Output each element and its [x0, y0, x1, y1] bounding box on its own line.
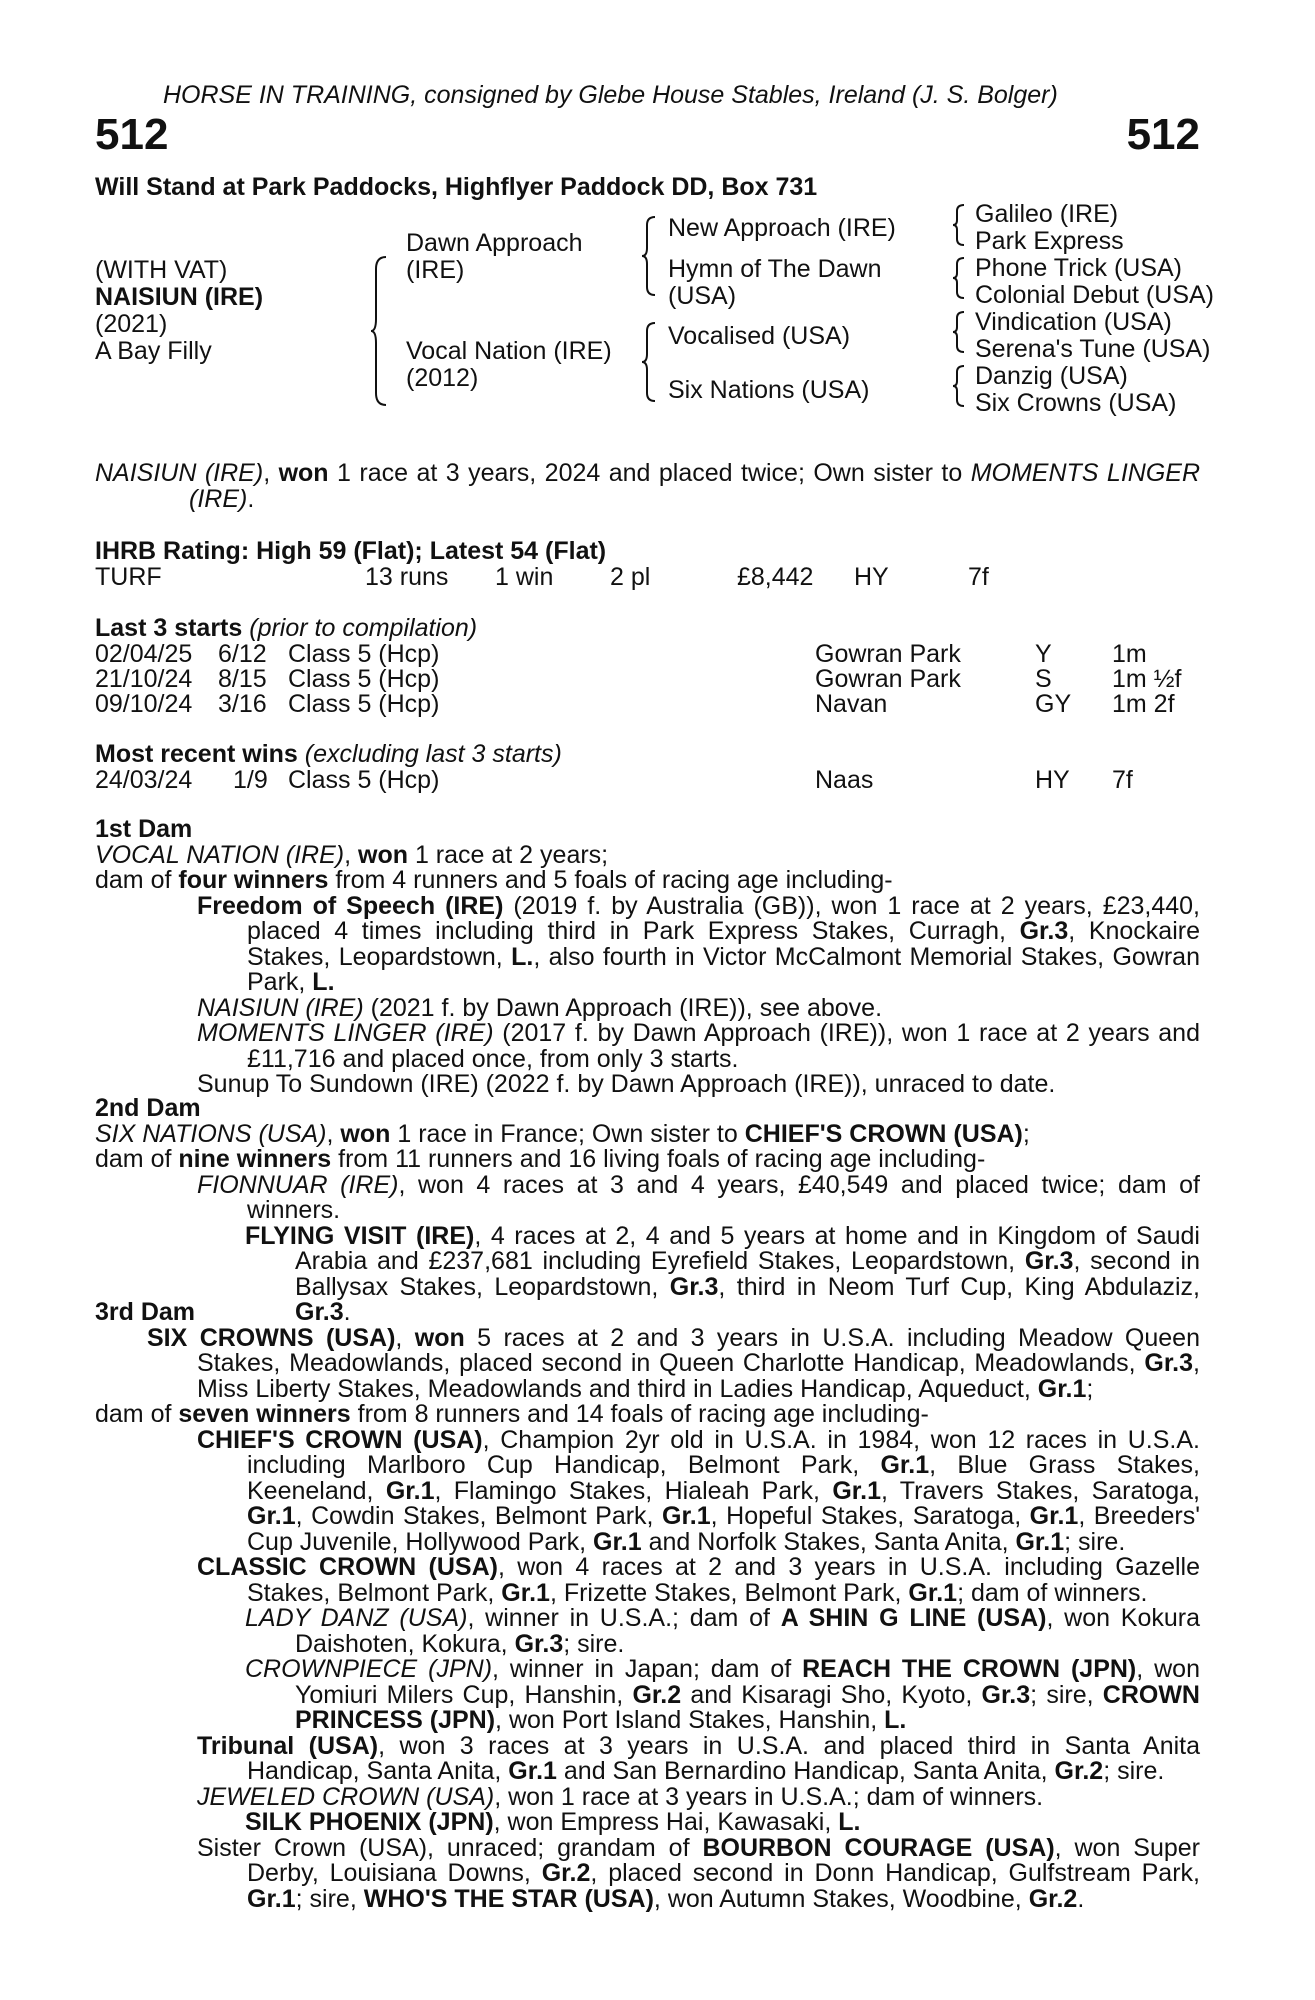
progeny-text: , Cowdin Stakes, Belmont Park,: [295, 1502, 663, 1530]
progeny-text: , Knockaire Stakes, Leopardstown,: [247, 917, 1200, 971]
progeny-text: , won 3 races at 3 years in U.S.A. and placed third in Santa Anita Handicap, Santa Anita,: [247, 1731, 1201, 1785]
summary-paragraph: NAISIUN (IRE), won 1 race at 3 years, 2024 and placed twice; Own sister to MOMENTS LINGER (IRE).: [95, 459, 1201, 513]
pedigree-brace: [370, 255, 390, 407]
progeny-name: CLASSIC CROWN (USA): [197, 1553, 498, 1581]
third-dam-section: [95, 1300, 1200, 1912]
progeny-name: LADY DANZ (USA): [245, 1604, 468, 1632]
progeny-name: BOURBON COURAGE (USA): [702, 1833, 1055, 1862]
sire-country: (IRE): [406, 256, 465, 284]
grade: Gr.1: [508, 1757, 557, 1785]
progeny-entry: [95, 1425, 1201, 1556]
progeny-name: SILK PHOENIX (JPN): [245, 1808, 494, 1836]
dam-dam: Six Nations (USA): [668, 376, 870, 404]
first-dam-heading: 1st Dam: [95, 815, 193, 843]
start-date: 02/04/25: [95, 640, 193, 668]
vat-status: (WITH VAT): [95, 256, 228, 284]
last-starts-heading: [95, 614, 477, 643]
grade: Gr.1: [662, 1502, 711, 1530]
sire-sire: New Approach (IRE): [668, 214, 896, 242]
second-dam-name: SIX NATIONS (USA): [95, 1119, 327, 1148]
progeny-name: JEWELED CROWN (USA): [197, 1782, 495, 1811]
listed: L.: [312, 968, 335, 996]
progeny-name: FLYING VISIT (IRE): [245, 1221, 475, 1250]
grade: Gr.1: [385, 1476, 435, 1505]
second-dam-sister: CHIEF'S CROWN (USA): [744, 1119, 1023, 1148]
listed: L.: [838, 1808, 861, 1836]
grade: Gr.1: [832, 1476, 881, 1505]
first-dam-section: 1st Dam VOCAL NATION (IRE), won 1 race at 2 years; dam of four winners from 4 runners and 5 foals of racing age including- Freedom of Speech (IRE) (2019 f. by Australia (GB)), won 1 race at 2 years, £23,440, placed 4 times including third in Park Express Stakes, Curragh, Gr.3, Knockaire Stakes, Leopardstown, L., also fourth in Victor McCalmont Memorial Stakes, Gowran Park, L. NAISIUN (IRE) (2021 f. by Dawn Approach (IRE)), see above. MOMENTS LINGER (IRE) (2017 f. by Dawn Approach (IRE)), won 1 race at 2 years and £11,716 and placed once, from only 3 starts. Sunup To Sundown (IRE) (2022 f. by Dawn Approach (IRE)), unraced to date.: [95, 815, 1201, 1098]
progeny-entry: [95, 891, 1201, 996]
grade: Gr.1: [880, 1451, 930, 1479]
first-dam-of: dam of: [95, 866, 179, 894]
start-going: GY: [1035, 690, 1072, 718]
rating-earnings: £8,442: [737, 563, 814, 591]
grade: Gr.2: [1028, 1884, 1078, 1913]
progeny-text: , placed second in Donn Handicap, Gulfstream Park,: [590, 1859, 1200, 1887]
grade: Gr.3: [669, 1272, 719, 1301]
start-row: [95, 640, 1200, 666]
first-dam-won: won: [358, 840, 409, 869]
start-distance: 1m: [1112, 640, 1147, 668]
summary-won: won: [278, 459, 329, 487]
progeny-text: , won 1 race at 3 years in U.S.A.; dam of winners.: [494, 1782, 1044, 1811]
progeny-text: , 4 races at 2, 4 and 5 years at home and in Kingdom of Saudi Arabia and £237,681 including Eyrefield Stakes, Leopardstown,: [295, 1221, 1200, 1275]
sds: Phone Trick (USA): [975, 254, 1183, 282]
recent-wins-note: (excluding last 3 starts): [304, 740, 562, 768]
progeny-text: , winner in Japan; dam of: [492, 1655, 803, 1683]
start-course: Navan: [815, 690, 888, 718]
start-distance: 1m ½f: [1112, 665, 1182, 693]
first-dam-produce: from 4 runners and 5 foals of racing age including-: [328, 866, 893, 894]
progeny-name: FIONNUAR (IRE): [197, 1170, 399, 1199]
second-dam-of: dam of: [95, 1145, 179, 1173]
start-going: S: [1035, 665, 1052, 693]
progeny-entry: Sunup To Sundown (IRE) (2022 f. by Dawn Approach (IRE)), unraced to date.: [197, 1070, 1056, 1098]
rating-going: HY: [854, 563, 889, 591]
dam-year: (2012): [406, 364, 479, 392]
sire-dam-country: (USA): [668, 282, 737, 310]
progeny-entry: [95, 1606, 1200, 1657]
progeny-text: , won 4 races at 2 and 3 years in U.S.A. including Gazelle Stakes, Belmont Park,: [247, 1553, 1201, 1607]
last-starts-title: Last 3 starts: [95, 614, 243, 642]
progeny-name: WHO'S THE STAR (USA): [363, 1884, 654, 1913]
sire-brace: [641, 215, 659, 297]
progeny-name: REACH THE CROWN (JPN): [802, 1655, 1137, 1683]
progeny-text: (2021 f. by Dawn Approach (IRE)), see above.: [363, 993, 883, 1022]
progeny-text: (2017 f. by Dawn Approach (IRE)), won 1 race at 2 years and £11,716 and placed once, from only 3 starts.: [247, 1019, 1200, 1073]
start-position: 3/16: [218, 690, 267, 718]
progeny-name: Freedom of Speech (IRE): [197, 891, 504, 920]
progeny-entry: [95, 1555, 1200, 1606]
dd-brace: [952, 364, 968, 410]
progeny-name: CROWNPIECE (JPN): [245, 1655, 493, 1683]
grade: Gr.3: [514, 1629, 564, 1658]
progeny-text: , Breeders' Cup Juvenile, Hollywood Park,: [247, 1502, 1200, 1556]
progeny-text: , won 4 races at 3 and 4 years, £40,549 and placed twice; dam of winners.: [247, 1170, 1201, 1224]
progeny-name: MOMENTS LINGER (IRE): [197, 1019, 494, 1047]
progeny-text: , also fourth in Victor McCalmont Memorial Stakes, Gowran Park,: [247, 942, 1200, 996]
first-dam-record: 1 race at 2 years;: [408, 840, 609, 869]
progeny-text: , Travers Stakes, Saratoga,: [880, 1476, 1201, 1505]
start-distance: 1m 2f: [1112, 690, 1175, 718]
progeny-entry: [95, 1782, 1200, 1811]
start-date: 09/10/24: [95, 690, 193, 718]
progeny-text: ; sire,: [1030, 1680, 1103, 1709]
grade: Gr.1: [247, 1884, 296, 1913]
progeny-text: , Frizette Stakes, Belmont Park,: [549, 1578, 909, 1607]
second-dam-won: won: [340, 1119, 391, 1148]
second-dam-record: 1 race in France; Own sister to: [390, 1119, 745, 1148]
progeny-text: Sister Crown (USA), unraced; grandam of: [197, 1833, 703, 1862]
start-position: 8/15: [218, 665, 267, 693]
second-dam-produce: from 11 runners and 16 living foals of racing age including-: [331, 1145, 986, 1173]
horse-name: NAISIUN (IRE): [95, 283, 264, 311]
win-date: 24/03/24: [95, 766, 193, 794]
start-race: Class 5 (Hcp): [288, 640, 440, 668]
progeny-text: and Norfolk Stakes, Santa Anita,: [641, 1527, 1016, 1556]
dam-sire: Vocalised (USA): [668, 322, 851, 350]
grade: Gr.1: [501, 1578, 550, 1607]
punct: ; sire.: [1103, 1757, 1165, 1785]
progeny-text: , won Kokura Daishoten, Kokura,: [295, 1604, 1201, 1658]
grade: Gr.3: [1144, 1349, 1194, 1377]
progeny-text: , won Autumn Stakes, Woodbine,: [653, 1884, 1029, 1913]
summary-sister: MOMENTS LINGER (IRE): [189, 459, 1201, 513]
punct: .: [343, 1298, 351, 1326]
grade: Gr.3: [981, 1680, 1031, 1709]
dsd: Serena's Tune (USA): [975, 335, 1211, 363]
third-dam-heading: 3rd Dam: [95, 1298, 196, 1326]
progeny-text: , Champion 2yr old in U.S.A. in 1984, won 12 races in U.S.A. including Marlboro Cup Handicap, Belmont Park,: [247, 1425, 1200, 1479]
last-starts-note: (prior to compilation): [249, 614, 478, 642]
punct: ; sire.: [563, 1629, 625, 1658]
progeny-text: , winner in U.S.A.; dam of: [467, 1604, 781, 1632]
grade: Gr.1: [247, 1502, 296, 1530]
progeny-text: , second in Ballysax Stakes, Leopardstown,: [295, 1247, 1200, 1301]
first-dam-name: VOCAL NATION (IRE): [95, 840, 345, 869]
progeny-entry: [95, 1657, 1200, 1734]
listed: L.: [511, 942, 534, 971]
win-distance: 7f: [1112, 766, 1133, 794]
dds: Danzig (USA): [975, 362, 1128, 390]
grade: Gr.1: [1037, 1374, 1087, 1403]
progeny-text: , Blue Grass Stakes, Keeneland,: [247, 1451, 1200, 1505]
third-dam-produce: from 8 runners and 14 foals of racing age including-: [350, 1400, 929, 1428]
progeny-entry: [95, 1833, 1200, 1913]
punct: ;: [1086, 1374, 1094, 1403]
progeny-entry: [95, 1810, 1200, 1836]
ss-brace: [952, 203, 968, 249]
lot-number-left: 512: [95, 110, 169, 159]
grade: Gr.1: [1015, 1527, 1065, 1556]
progeny-name: CROWN PRINCESS (JPN): [295, 1680, 1200, 1734]
rating-placed: 2 pl: [610, 563, 651, 591]
rating-row: [95, 563, 1200, 589]
win-position: 1/9: [233, 766, 268, 794]
punct: ; sire.: [1064, 1527, 1126, 1556]
record-text: 5 races at 2 and 3 years in U.S.A. including Meadow Queen Stakes, Meadowlands, placed second in Queen Charlotte Handicap, Meadowlands,: [197, 1323, 1200, 1377]
punct: ; dam of winners.: [957, 1578, 1148, 1607]
sd-brace: [952, 256, 968, 302]
third-dam-record: SIX CROWNS (USA), won 5 races at 2 and 3 years in U.S.A. including Meadow Queen Stakes, Meadowlands, placed second in Queen Charlotte Handicap, Meadowlands, Gr.3, Miss Liberty Stakes, Meadowlands and third in Ladies Handicap, Aqueduct, Gr.1;: [147, 1323, 1200, 1403]
sire-dam-name: Hymn of The Dawn: [668, 255, 882, 283]
dam-brace: [641, 321, 659, 403]
start-race: Class 5 (Hcp): [288, 665, 440, 693]
summary-text: 1 race at 3 years, 2024 and placed twice; Own sister to: [328, 459, 971, 487]
sdd: Colonial Debut (USA): [975, 281, 1214, 309]
progeny-entry: [95, 1731, 1201, 1785]
stand-location: Will Stand at Park Paddocks, Highflyer Paddock DD, Box 731: [95, 173, 818, 201]
start-course: Gowran Park: [815, 640, 961, 668]
grade: Gr.1: [1029, 1502, 1079, 1530]
start-row: [95, 665, 1200, 691]
grade: Gr.3: [1019, 917, 1069, 945]
ddd: Six Crowns (USA): [975, 389, 1177, 417]
start-race: Class 5 (Hcp): [288, 690, 440, 718]
recent-wins-heading: [95, 740, 562, 769]
progeny-text: , third in Neom Turf Cup, King Abdulaziz,: [718, 1272, 1200, 1301]
progeny-text: , Hopeful Stakes, Saratoga,: [710, 1502, 1030, 1530]
progeny-text: , Flamingo Stakes, Hialeah Park,: [434, 1476, 833, 1505]
consignment-line: HORSE IN TRAINING, consigned by Glebe House Stables, Ireland (J. S. Bolger): [163, 81, 1058, 109]
sire-name: Dawn Approach: [406, 229, 583, 257]
ssd: Park Express: [975, 227, 1124, 255]
rating-runs: 13 runs: [365, 563, 449, 591]
win-course: Naas: [815, 766, 874, 794]
horse-description: A Bay Filly: [95, 337, 212, 365]
progeny-text: , won Super Derby, Louisiana Downs,: [247, 1833, 1200, 1887]
progeny-entry: [95, 1021, 1200, 1072]
lot-number-right: 512: [1126, 110, 1200, 159]
second-dam-heading: 2nd Dam: [95, 1094, 201, 1122]
progeny-text: , won Yomiuri Milers Cup, Hanshin,: [295, 1655, 1200, 1709]
rating-heading: IHRB Rating: High 59 (Flat); Latest 54 (Flat): [95, 537, 607, 565]
win-row: [95, 766, 1200, 792]
grade: Gr.2: [632, 1680, 682, 1709]
win-race: Class 5 (Hcp): [288, 766, 440, 794]
third-dam-winners: seven winners: [178, 1400, 351, 1428]
third-dam-name: SIX CROWNS (USA): [147, 1323, 396, 1352]
progeny-text: , won Port Island Stakes, Hanshin,: [495, 1706, 885, 1734]
summary-end: .: [247, 484, 255, 513]
sss: Galileo (IRE): [975, 200, 1119, 228]
progeny-name: A SHIN G LINE (USA): [780, 1604, 1047, 1632]
progeny-name: CHIEF'S CROWN (USA): [197, 1425, 483, 1454]
third-dam-of: dam of: [95, 1400, 179, 1428]
punct: ;: [1022, 1119, 1030, 1148]
recent-wins-title: Most recent wins: [95, 740, 298, 768]
third-dam-won: won: [414, 1323, 465, 1352]
dss: Vindication (USA): [975, 308, 1172, 336]
second-dam-winners: nine winners: [178, 1145, 332, 1173]
dam-name: Vocal Nation (IRE): [406, 337, 612, 365]
start-date: 21/10/24: [95, 665, 193, 693]
progeny-text: (2019 f. by Australia (GB)), won 1 race at 2 years, £23,440, placed 4 times including third in Park Express Stakes, Curragh,: [247, 891, 1201, 945]
punct: .: [1077, 1884, 1085, 1913]
first-dam-winners: four winners: [178, 866, 329, 894]
progeny-text: and Kisaragi Sho, Kyoto,: [681, 1680, 982, 1709]
progeny-text: ; sire,: [295, 1884, 364, 1913]
progeny-text: , won Empress Hai, Kawasaki,: [493, 1808, 839, 1836]
start-course: Gowran Park: [815, 665, 961, 693]
progeny-text: and San Bernardino Handicap, Santa Anita,: [556, 1757, 1055, 1785]
start-position: 6/12: [218, 640, 267, 668]
grade: Gr.2: [1054, 1757, 1104, 1785]
second-dam-section: 2nd Dam SIX NATIONS (USA), won 1 race in France; Own sister to CHIEF'S CROWN (USA); dam of nine winners from 11 runners and 16 living foals of racing age including- FIONNUAR (IRE), won 4 races at 3 and 4 years, £40,549 and placed twice; dam of winners. FLYING VISIT (IRE), 4 races at 2, 4 and 5 years at home and in Kingdom of Saudi Arabia and £237,681 including Eyrefield Stakes, Leopardstown, Gr.3, second in Ballysax Stakes, Leopardstown, Gr.3, third in Neom Turf Cup, King Abdulaziz, Gr.3.: [95, 1094, 1201, 1326]
summary-horse: NAISIUN (IRE): [95, 459, 264, 487]
horse-year: (2021): [95, 310, 168, 338]
grade: Gr.2: [541, 1859, 591, 1887]
rating-distance: 7f: [968, 563, 989, 591]
grade: Gr.1: [593, 1527, 642, 1556]
listed: L.: [884, 1706, 907, 1734]
grade: Gr.3: [295, 1298, 344, 1326]
start-row: [95, 690, 1200, 716]
record-text: , Miss Liberty Stakes, Meadowlands and third in Ladies Handicap, Aqueduct,: [197, 1349, 1200, 1403]
progeny-name: NAISIUN (IRE): [197, 993, 364, 1022]
progeny-name: Tribunal (USA): [197, 1731, 379, 1760]
ds-brace: [952, 310, 968, 356]
grade: Gr.1: [908, 1578, 958, 1607]
progeny-entry: [95, 993, 1200, 1022]
rating-surface: TURF: [95, 563, 162, 591]
start-going: Y: [1035, 640, 1052, 668]
rating-wins: 1 win: [495, 563, 554, 591]
progeny-entry: [95, 1170, 1201, 1224]
win-going: HY: [1035, 766, 1070, 794]
grade: Gr.3: [1024, 1247, 1074, 1275]
